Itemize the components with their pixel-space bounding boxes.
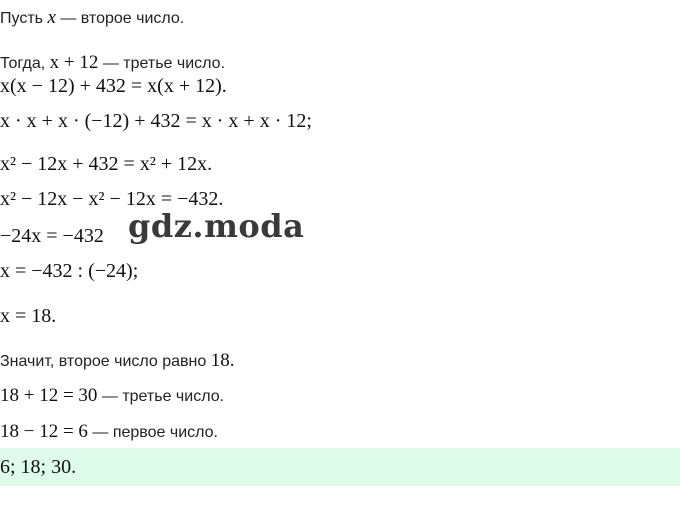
statement-tail: — второе число. [55,10,185,27]
statement-tail: — третье число. [98,55,226,72]
equation-2: x · x + x · (−12) + 432 = x · x + x · 12; [0,110,312,132]
statement-tail: — первое число. [87,424,218,441]
statement-line-2 [0,53,225,72]
answer-text: 6; 18; 30. [0,456,77,478]
equation-1: x(x − 12) + 432 = x(x + 12). [0,75,227,97]
first-number-line [0,422,218,441]
statement-text: Пусть [0,10,48,27]
statement-line-1 [0,8,184,27]
equation-3: x² − 12x + 432 = x² + 12x. [0,153,213,175]
math-value: 18. [210,350,235,371]
equation-4: x² − 12x − x² − 12x = −432. [0,188,224,210]
equation-7: x = 18. [0,305,57,327]
math-expression: 18 + 12 = 30 [0,385,98,406]
math-expression: x + 12 [49,52,99,73]
watermark-logo: gdz.moda [128,207,305,245]
answer-highlight [0,448,680,486]
equation-5: −24x = −432 [0,225,104,247]
third-number-line [0,386,224,405]
math-var: x [47,7,56,28]
equation-6: x = −432 : (−24); [0,260,139,282]
statement-tail: — третье число. [97,388,225,405]
math-expression: 18 − 12 = 6 [0,421,88,442]
conclusion-line [0,351,234,370]
statement-text: Тогда, [0,55,50,72]
conclusion-text: Значит, второе число равно [0,353,211,370]
